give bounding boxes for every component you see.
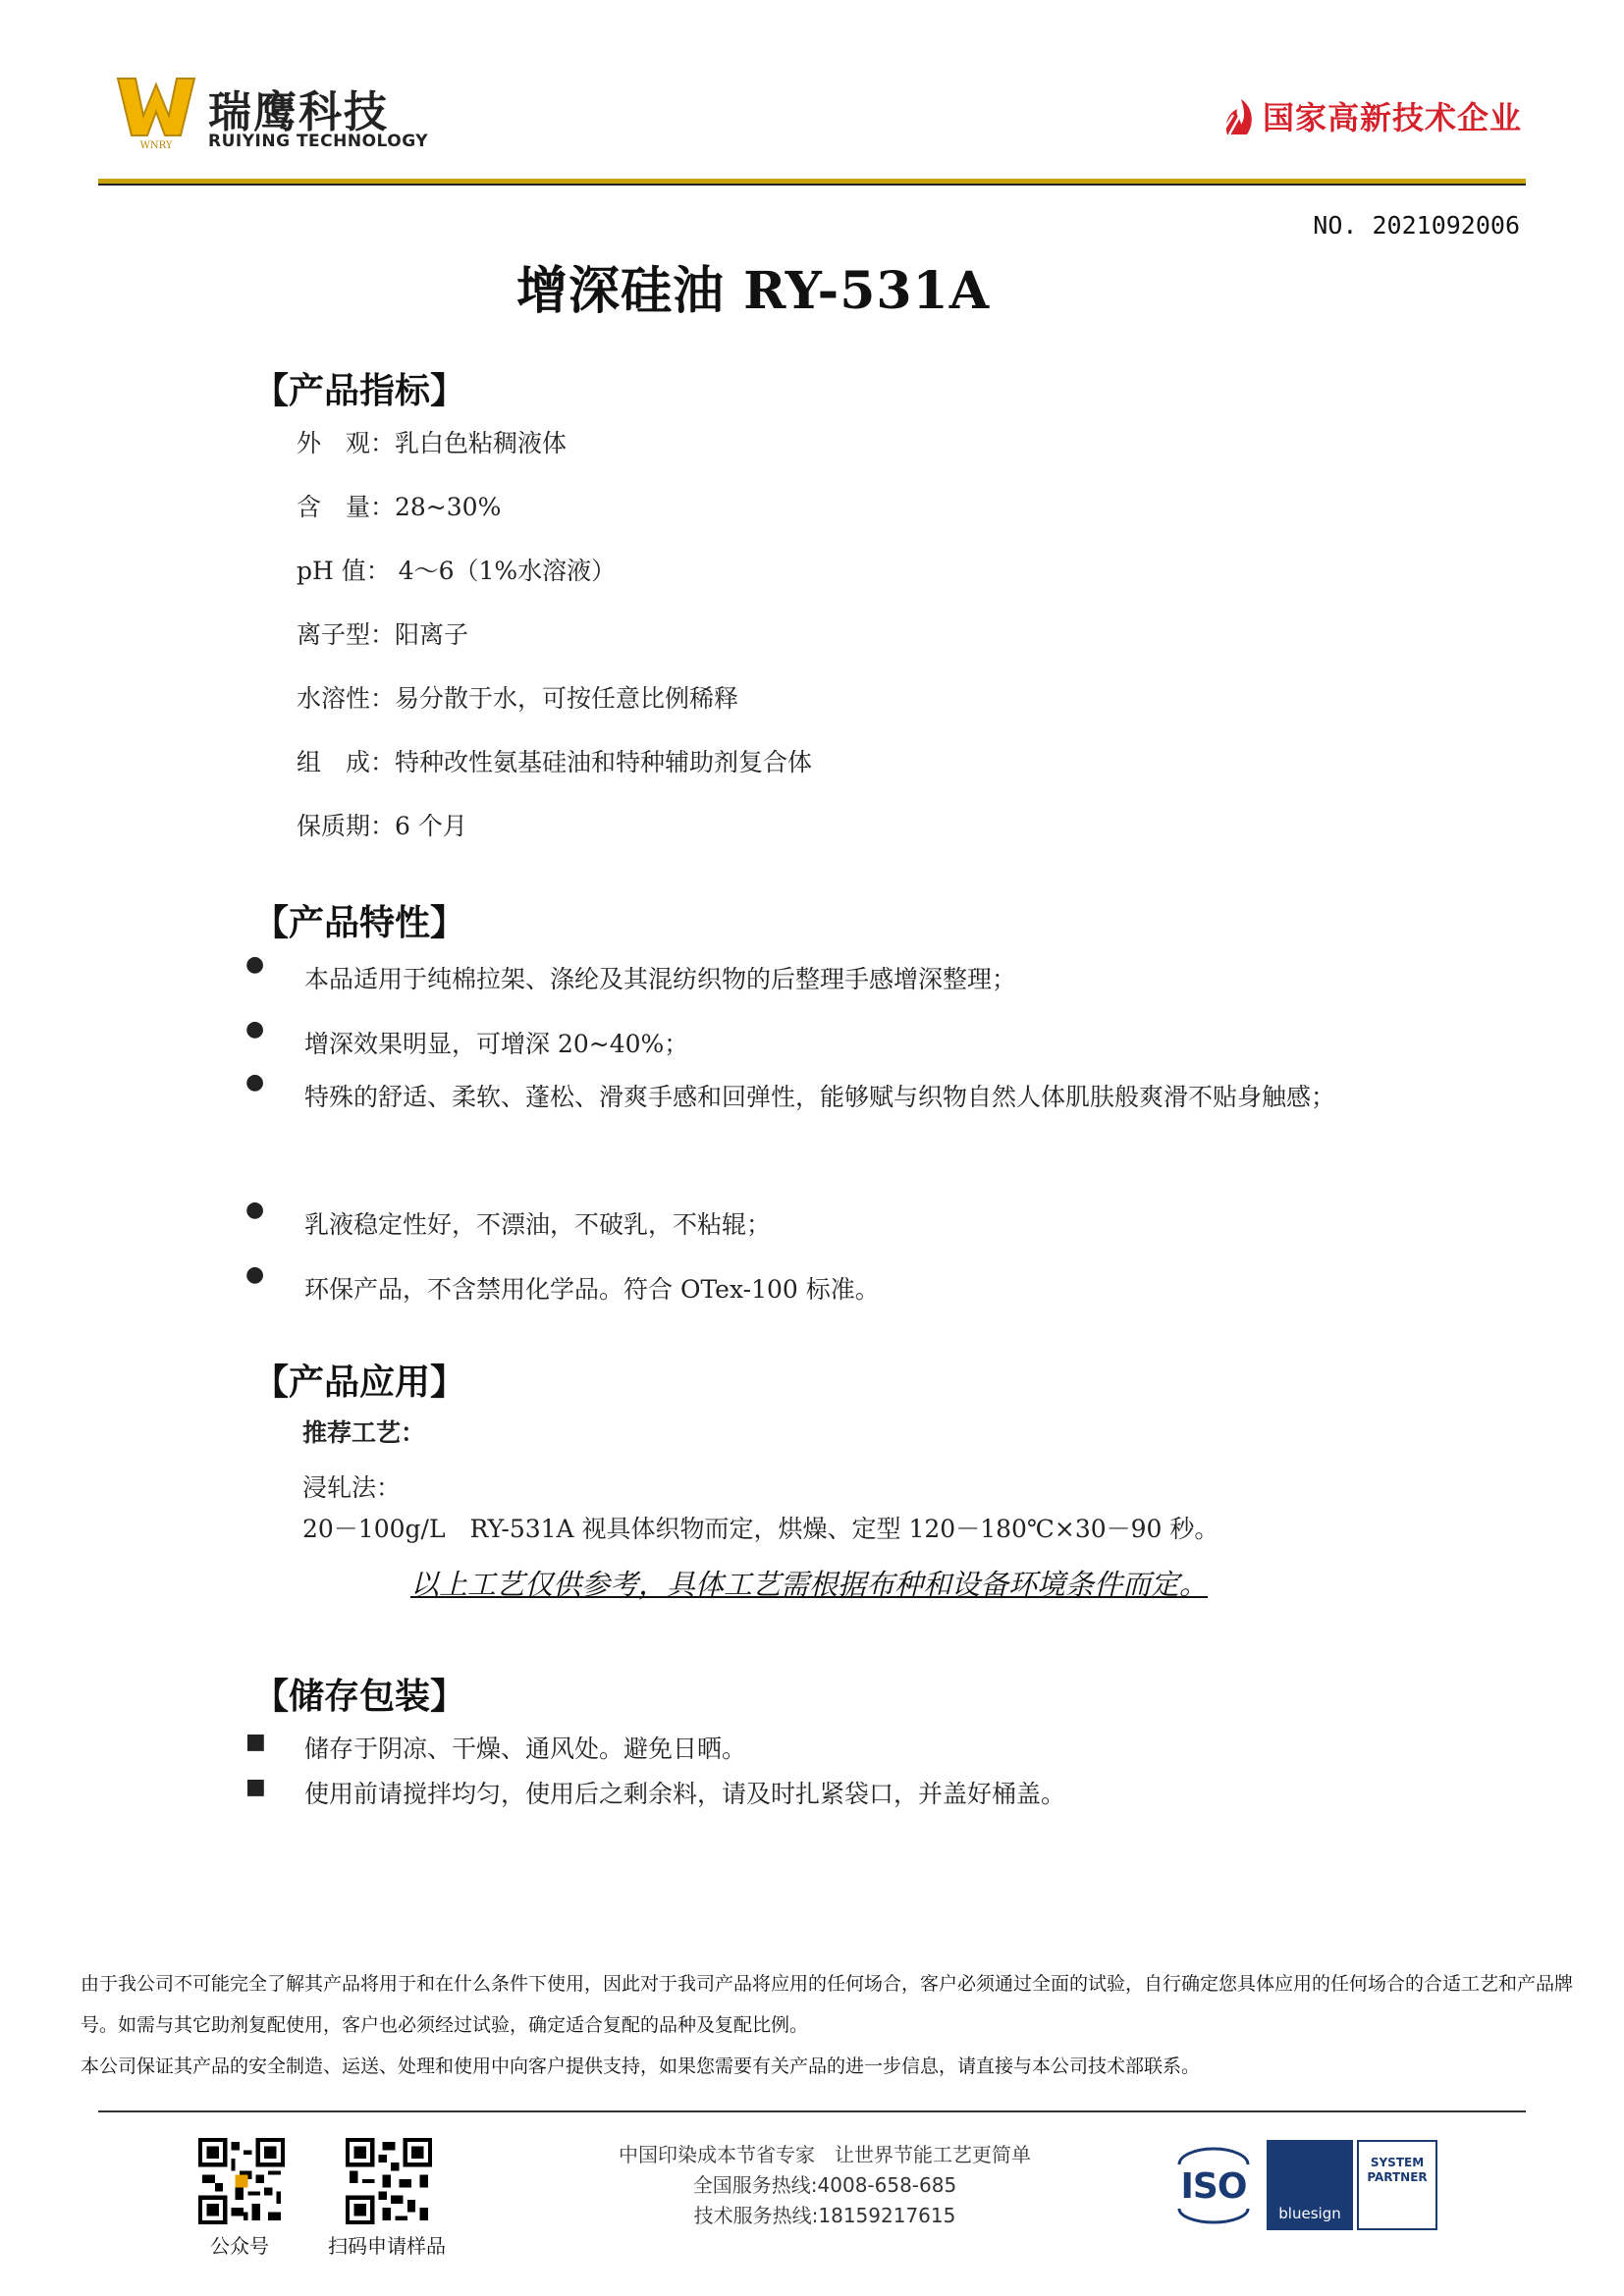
contact-block <box>589 2140 1060 2231</box>
bullet-icon: ● <box>245 1070 265 1095</box>
bluesign-text: bluesign <box>1278 2205 1341 2222</box>
bullet-icon: ● <box>245 1017 265 1041</box>
partner-text: PARTNER <box>1367 2170 1428 2184</box>
company-name-cn: 瑞鹰科技 <box>208 87 389 137</box>
feature-text: 本品适用于纯棉拉架、涤纶及其混纺织物的后整理手感增深整理； <box>304 965 1017 993</box>
list-item <box>245 1775 1453 1814</box>
tech-hotline: 技术服务热线:18159217615 <box>693 2204 956 2227</box>
process-note: 以上工艺仅供参考，具体工艺需根据布种和设备环境条件而定。 <box>410 1568 1209 1601</box>
recommend-label: 推荐工艺： <box>302 1418 426 1447</box>
bullet-icon: ● <box>245 952 265 977</box>
footer-divider <box>98 2110 1526 2112</box>
header-divider <box>98 179 1526 186</box>
spec-solubility: 水溶性：易分散于水，可按任意比例稀释 <box>297 684 739 713</box>
logo-mark-text: WNRY <box>139 140 173 151</box>
feature-text: 乳液稳定性好，不漂油，不破乳，不粘辊； <box>304 1210 772 1239</box>
storage-text: 使用前请搅拌均匀，使用后之剩余料，请及时扎紧袋口，并盖好桶盖。 <box>304 1780 1066 1808</box>
globe-lower-icon <box>1169 2207 1258 2224</box>
list-item <box>245 1017 1453 1072</box>
company-name-en: RUIYING TECHNOLOGY <box>208 132 429 151</box>
spec-ionic: 离子型：阳离子 <box>297 620 469 649</box>
square-bullet-icon: ■ <box>245 1775 266 1799</box>
spec-appearance: 外 观：乳白色粘稠液体 <box>297 429 568 457</box>
list-item <box>245 1730 1453 1769</box>
spec-content: 含 量：28~30% <box>297 493 502 521</box>
square-bullet-icon: ■ <box>245 1730 266 1754</box>
list-item <box>245 1070 1394 1125</box>
spec-ph: pH 值： 4～6（1%水溶液） <box>297 557 617 585</box>
document-number: NO. 2021092006 <box>1313 211 1520 240</box>
section-heading-storage: 【储存包装】 <box>253 1677 466 1717</box>
system-partner-badge <box>1357 2140 1437 2230</box>
disclaimer-paragraph: 由于我公司不可能完全了解其产品将用于和在什么条件下使用，因此对于我司产品将应用的任何场合，客户必须通过全面的试验，自行确定您具体应用的任何场合的合适工艺和产品牌号。如需与其它助剂复配使用，客户也必须经过试验，确定适合复配的品种及复配比例。 <box>81 1973 1574 2036</box>
qr-label-sample: 扫码申请样品 <box>328 2234 446 2258</box>
storage-text: 储存于阴凉、干燥、通风处。避免日晒。 <box>304 1735 747 1763</box>
qr-code-icon <box>346 2138 432 2224</box>
list-item <box>245 1198 1453 1253</box>
iso-logo <box>1166 2140 1261 2230</box>
disclaimer-paragraph: 本公司保证其产品的安全制造、运送、处理和使用中向客户提供支持，如果您需要有关产品的进一步信息，请直接与本公司技术部联系。 <box>81 2056 1201 2077</box>
system-text: SYSTEM <box>1370 2156 1425 2169</box>
list-item <box>245 952 1453 1007</box>
qr-code-icon <box>198 2138 285 2224</box>
section-heading-specs: 【产品指标】 <box>253 371 466 411</box>
method-label: 浸轧法： <box>302 1473 402 1502</box>
hotline: 全国服务热线:4008-658-685 <box>692 2173 957 2197</box>
iso-text: ISO <box>1180 2165 1247 2207</box>
section-heading-application: 【产品应用】 <box>253 1362 466 1403</box>
spec-composition: 组 成：特种改性氨基硅油和特种辅助剂复合体 <box>297 748 813 776</box>
bullet-icon: ● <box>245 1198 265 1222</box>
torch-icon <box>1219 95 1257 136</box>
list-item <box>245 1262 1453 1317</box>
wnry-logo-icon <box>116 71 196 151</box>
feature-text: 环保产品，不含禁用化学品。符合 OTex-100 标准。 <box>304 1275 880 1304</box>
slogan: 中国印染成本节省专家 让世界节能工艺更简单 <box>619 2143 1031 2166</box>
high-tech-label: 国家高新技术企业 <box>1262 99 1522 136</box>
certification-logos <box>1166 2140 1437 2230</box>
high-tech-badge <box>1219 93 1522 138</box>
page-title: 增深硅油 RY-531A <box>516 261 991 321</box>
feature-text: 增深效果明显，可增深 20~40%； <box>304 1030 689 1058</box>
bluesign-logo <box>1267 2140 1353 2230</box>
globe-icon <box>1169 2147 1258 2166</box>
process-text: 20－100g/L RY-531A 视具体织物而定，烘燥、定型 120－180℃×30－90 秒。 <box>302 1515 1219 1543</box>
bullet-icon: ● <box>245 1262 265 1287</box>
feature-text: 特殊的舒适、柔软、蓬松、滑爽手感和回弹性，能够赋与织物自然人体肌肤般爽滑不贴身触感； <box>304 1083 1336 1111</box>
spec-shelf-life: 保质期：6 个月 <box>297 812 467 840</box>
section-heading-features: 【产品特性】 <box>253 903 466 943</box>
qr-label-official: 公众号 <box>210 2234 269 2258</box>
